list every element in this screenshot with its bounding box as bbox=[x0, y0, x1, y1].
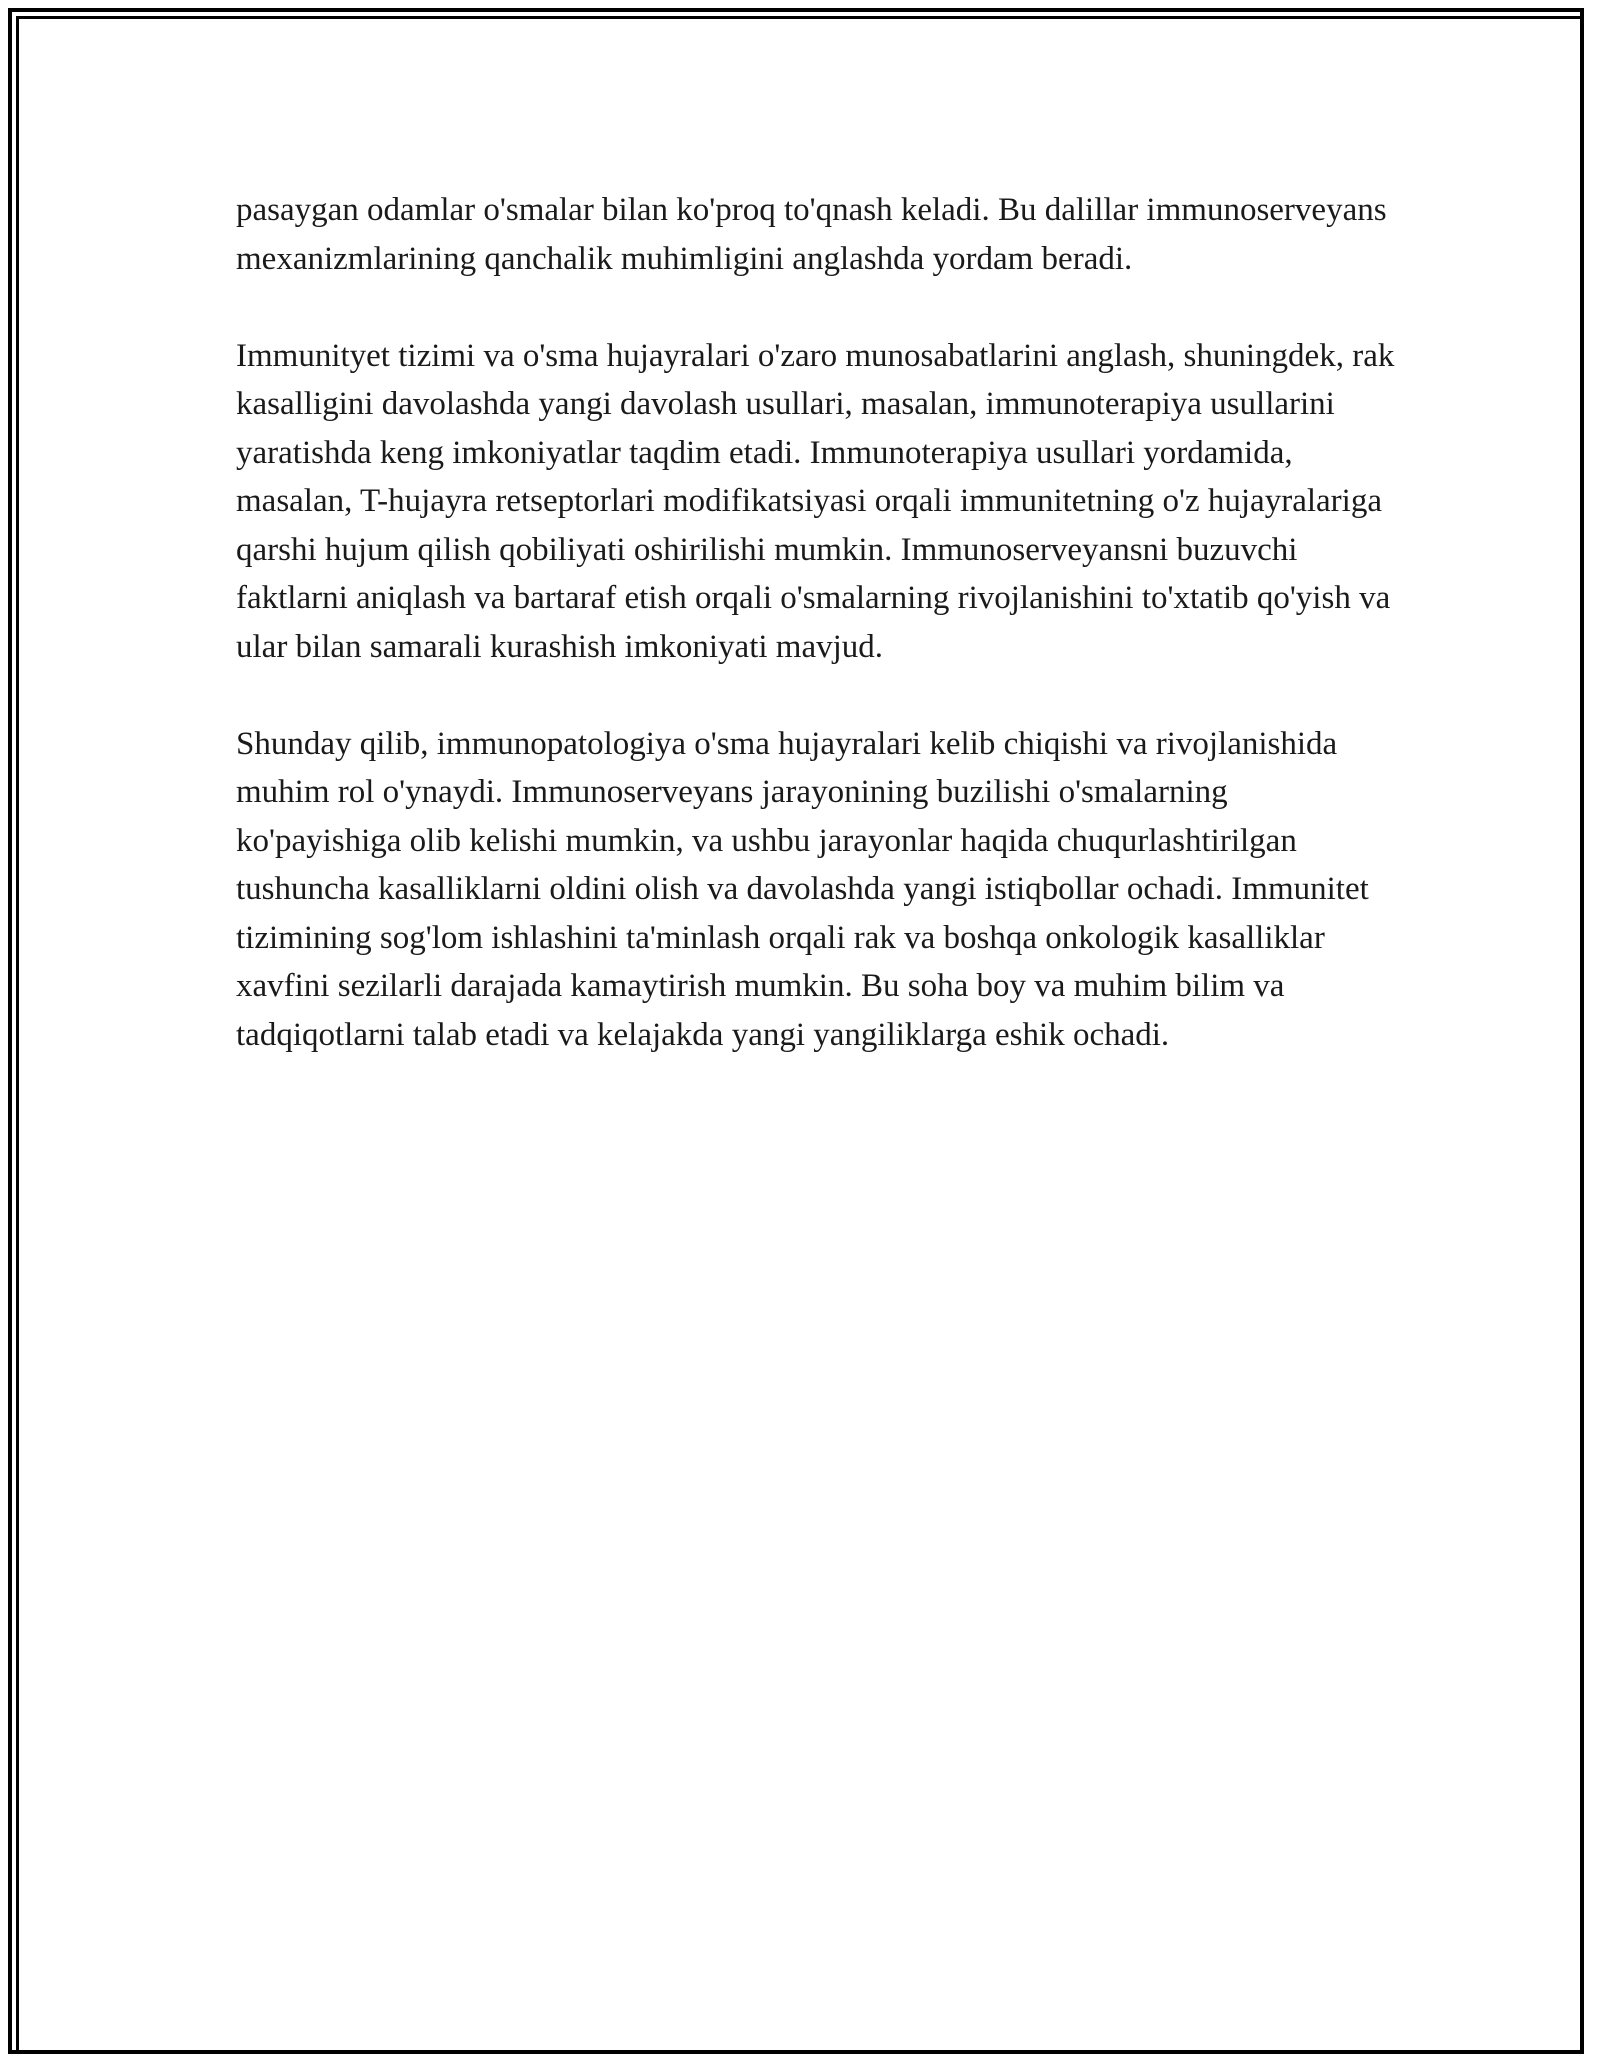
document-body bbox=[236, 186, 1396, 1108]
paragraph: Shunday qilib, immunopatologiya o'sma hujayralari kelib chiqishi va rivojlanishida muhim rol o'ynaydi. Immunoserveyans jarayonining buzilishi o'smalarning ko'payishiga olib kelishi mumkin, va ushbu jarayonlar haqida chuqurlashtirilgan tushuncha kasalliklarni oldini olish va davolashda yangi istiqbollar ochadi. Immunitet tizimining sog'lom ishlashini ta'minlash orqali rak va boshqa onkologik kasalliklar xavfini sezilarli darajada kamaytirish mumkin. Bu soha boy va muhim bilim va tadqiqotlarni talab etadi va kelajakda yangi yangiliklarga eshik ochadi. bbox=[236, 725, 1369, 1053]
paragraph: Immunityet tizimi va o'sma hujayralari o'zaro munosabatlarini anglash, shuningdek, rak kasalligini davolashda yangi davolash usullari, masalan, immunoterapiya usullarini yaratishda keng imkoniyatlar taqdim etadi. Immunoterapiya usullari yordamida, masalan, T-hujayra retseptorlari modifikatsiyasi orqali immunitetning o'z hujayralariga qarshi hujum qilish qobiliyati oshirilishi mumkin. Immunoserveyansni buzuvchi faktlarni aniqlash va bartaraf etish orqali o'smalarning rivojlanishini to'xtatib qo'yish va ular bilan samarali kurashish imkoniyati mavjud. bbox=[236, 337, 1395, 665]
paragraph: pasaygan odamlar o'smalar bilan ko'proq to'qnash keladi. Bu dalillar immunoserveyans mexanizmlarining qanchalik muhimligini anglashda yordam beradi. bbox=[236, 192, 1387, 277]
